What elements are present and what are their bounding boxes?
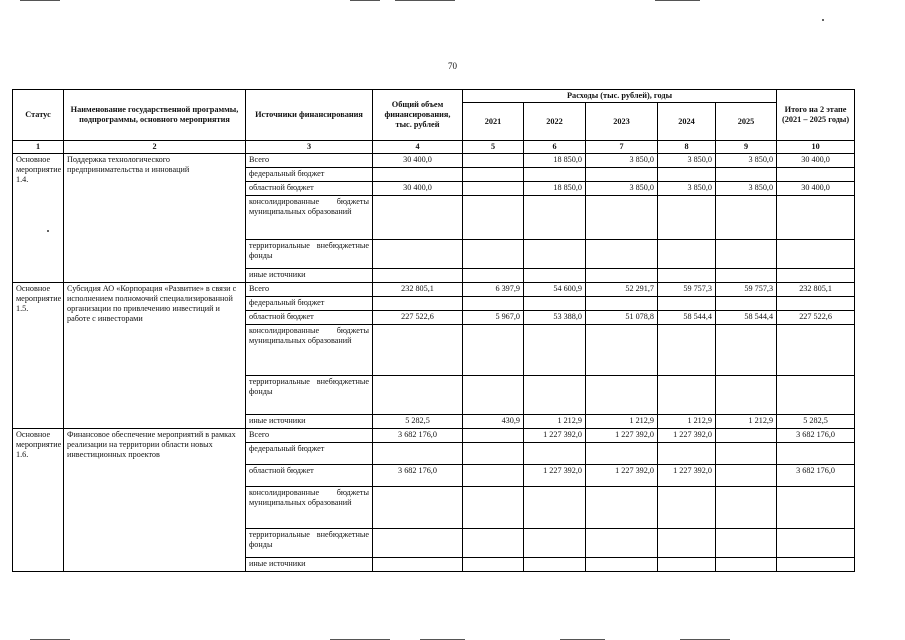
row-value-y2025: [716, 240, 777, 269]
header-total: Общий объем финансирования, тыс. рублей: [373, 90, 463, 141]
row-value-y2023: [586, 297, 658, 311]
row-value-y2021: [463, 168, 524, 182]
row-value-total: [373, 558, 463, 572]
row-value-y2023: [586, 240, 658, 269]
row-value-y2021: [463, 240, 524, 269]
row-value-y2024: [658, 376, 716, 415]
row-value-y2022: [524, 269, 586, 283]
row-program-name: Субсидия АО «Корпорация «Развитие» в связи с исполнением полномочий специализированной организации по привлечению инвестиций и работе с инвесторами: [64, 283, 246, 429]
row-value-y2024: [658, 443, 716, 465]
row-value-y2024: [658, 558, 716, 572]
row-funding-source: территориальные внебюджетные фонды: [246, 376, 373, 415]
row-value-y2023: [586, 196, 658, 240]
row-funding-source: Всего: [246, 154, 373, 168]
row-value-y2022: 1 227 392,0: [524, 429, 586, 443]
table-row: [13, 283, 855, 297]
row-value-y2024: 1 212,9: [658, 415, 716, 429]
row-value-y2023: 1 227 392,0: [586, 429, 658, 443]
row-value-stage: 30 400,0: [777, 182, 855, 196]
row-value-y2021: [463, 465, 524, 487]
row-value-y2024: [658, 196, 716, 240]
row-value-y2024: 3 850,0: [658, 154, 716, 168]
row-value-y2025: 3 850,0: [716, 182, 777, 196]
budget-table: [12, 89, 855, 572]
row-program-name: Финансовое обеспечение мероприятий в рамках реализации на территории области новых инвестиционных проектов: [64, 429, 246, 572]
row-value-y2023: [586, 376, 658, 415]
row-value-y2024: [658, 325, 716, 376]
row-value-total: [373, 196, 463, 240]
row-value-total: [373, 529, 463, 558]
row-value-y2021: [463, 269, 524, 283]
row-value-y2024: [658, 297, 716, 311]
row-value-stage: [777, 269, 855, 283]
row-value-y2023: [586, 487, 658, 529]
row-value-y2025: [716, 376, 777, 415]
row-value-y2022: [524, 487, 586, 529]
row-value-stage: 5 282,5: [777, 415, 855, 429]
scan-artifact-line: [20, 0, 60, 1]
row-value-y2021: 430,9: [463, 415, 524, 429]
row-funding-source: консолидированные бюджеты муниципальных образований: [246, 325, 373, 376]
row-value-y2022: 18 850,0: [524, 154, 586, 168]
row-value-total: 3 682 176,0: [373, 465, 463, 487]
row-value-y2021: [463, 154, 524, 168]
row-value-total: [373, 297, 463, 311]
row-value-total: 30 400,0: [373, 154, 463, 168]
row-value-y2025: [716, 269, 777, 283]
table-row: [13, 429, 855, 443]
table-body: [13, 154, 855, 572]
table-row: [13, 154, 855, 168]
row-value-y2025: 59 757,3: [716, 283, 777, 297]
row-value-stage: [777, 487, 855, 529]
page-number: 70: [448, 61, 457, 71]
scan-artifact-line: [655, 0, 700, 1]
row-value-y2025: [716, 558, 777, 572]
row-value-stage: [777, 196, 855, 240]
row-status: Основное мероприятие 1.6.: [13, 429, 64, 572]
header-year: 2022: [524, 103, 586, 141]
row-value-y2022: 1 212,9: [524, 415, 586, 429]
row-value-y2023: [586, 168, 658, 182]
row-value-y2023: 52 291,7: [586, 283, 658, 297]
header-expenses: Расходы (тыс. рублей), годы: [463, 90, 777, 103]
row-value-y2021: [463, 297, 524, 311]
row-value-total: 3 682 176,0: [373, 429, 463, 443]
row-value-y2022: [524, 558, 586, 572]
row-value-y2024: 1 227 392,0: [658, 429, 716, 443]
row-value-y2025: [716, 443, 777, 465]
row-value-total: 232 805,1: [373, 283, 463, 297]
row-value-y2025: [716, 429, 777, 443]
row-status: Основное мероприятие 1.5.: [13, 283, 64, 429]
row-value-y2025: [716, 529, 777, 558]
row-value-total: 30 400,0: [373, 182, 463, 196]
row-value-y2024: 58 544,4: [658, 311, 716, 325]
row-value-y2021: [463, 529, 524, 558]
row-value-y2025: [716, 196, 777, 240]
row-value-y2024: [658, 487, 716, 529]
header-stage-total: Итого на 2 этапе (2021 – 2025 годы): [777, 90, 855, 141]
column-number: 1: [13, 141, 64, 154]
scan-artifact-dot: [822, 19, 824, 21]
column-number: 4: [373, 141, 463, 154]
row-value-y2023: [586, 325, 658, 376]
row-value-total: [373, 376, 463, 415]
row-value-y2024: [658, 269, 716, 283]
row-value-y2021: [463, 196, 524, 240]
column-number-row: [13, 141, 855, 154]
row-value-y2021: [463, 429, 524, 443]
row-status: Основное мероприятие 1.4.: [13, 154, 64, 283]
row-funding-source: федеральный бюджет: [246, 168, 373, 182]
row-value-y2021: [463, 182, 524, 196]
row-value-stage: 30 400,0: [777, 154, 855, 168]
header-sources: Источники финансирования: [246, 90, 373, 141]
row-value-stage: [777, 168, 855, 182]
row-value-y2024: 3 850,0: [658, 182, 716, 196]
row-value-total: [373, 240, 463, 269]
row-value-y2023: 3 850,0: [586, 182, 658, 196]
row-value-y2025: [716, 297, 777, 311]
row-value-y2025: [716, 168, 777, 182]
row-value-y2021: 6 397,9: [463, 283, 524, 297]
scan-artifact-line: [350, 0, 380, 1]
row-funding-source: Всего: [246, 283, 373, 297]
row-value-y2024: [658, 529, 716, 558]
row-value-y2025: 3 850,0: [716, 154, 777, 168]
row-value-y2023: 3 850,0: [586, 154, 658, 168]
header-year: 2025: [716, 103, 777, 141]
row-value-stage: 3 682 176,0: [777, 429, 855, 443]
row-value-y2022: 1 227 392,0: [524, 465, 586, 487]
column-number: 3: [246, 141, 373, 154]
row-value-y2025: [716, 325, 777, 376]
row-value-y2022: [524, 297, 586, 311]
column-number: 9: [716, 141, 777, 154]
row-value-y2022: [524, 168, 586, 182]
row-value-y2021: [463, 443, 524, 465]
row-value-y2021: [463, 376, 524, 415]
scan-artifact-line: [395, 0, 455, 1]
row-value-stage: [777, 443, 855, 465]
row-value-y2022: [524, 529, 586, 558]
row-funding-source: консолидированные бюджеты муниципальных образований: [246, 487, 373, 529]
row-value-y2022: [524, 240, 586, 269]
row-value-y2021: [463, 487, 524, 529]
header-year: 2024: [658, 103, 716, 141]
row-value-stage: [777, 558, 855, 572]
row-value-y2022: 54 600,9: [524, 283, 586, 297]
row-value-y2024: [658, 168, 716, 182]
row-value-y2022: [524, 196, 586, 240]
row-value-total: 5 282,5: [373, 415, 463, 429]
row-funding-source: территориальные внебюджетные фонды: [246, 529, 373, 558]
row-value-y2025: [716, 465, 777, 487]
row-value-y2024: 1 227 392,0: [658, 465, 716, 487]
row-value-y2023: [586, 529, 658, 558]
column-number: 8: [658, 141, 716, 154]
row-value-y2023: 1 227 392,0: [586, 465, 658, 487]
row-value-y2023: 51 078,8: [586, 311, 658, 325]
row-funding-source: областной бюджет: [246, 311, 373, 325]
row-value-stage: [777, 376, 855, 415]
row-value-y2022: 18 850,0: [524, 182, 586, 196]
row-value-total: [373, 269, 463, 283]
column-number: 10: [777, 141, 855, 154]
row-funding-source: иные источники: [246, 558, 373, 572]
row-value-y2025: 58 544,4: [716, 311, 777, 325]
column-number: 7: [586, 141, 658, 154]
row-funding-source: консолидированные бюджеты муниципальных образований: [246, 196, 373, 240]
column-number: 2: [64, 141, 246, 154]
row-value-y2023: [586, 269, 658, 283]
row-value-stage: [777, 297, 855, 311]
row-value-total: [373, 325, 463, 376]
row-value-stage: 227 522,6: [777, 311, 855, 325]
row-value-y2024: [658, 240, 716, 269]
row-funding-source: иные источники: [246, 415, 373, 429]
header-status: Статус: [13, 90, 64, 141]
column-number: 6: [524, 141, 586, 154]
row-value-total: [373, 443, 463, 465]
row-value-total: [373, 487, 463, 529]
row-funding-source: иные источники: [246, 269, 373, 283]
row-value-stage: [777, 325, 855, 376]
row-value-y2021: [463, 325, 524, 376]
row-funding-source: областной бюджет: [246, 182, 373, 196]
row-value-stage: 232 805,1: [777, 283, 855, 297]
row-funding-source: территориальные внебюджетные фонды: [246, 240, 373, 269]
row-value-y2022: 53 388,0: [524, 311, 586, 325]
row-value-y2025: 1 212,9: [716, 415, 777, 429]
row-value-total: 227 522,6: [373, 311, 463, 325]
row-funding-source: федеральный бюджет: [246, 297, 373, 311]
row-value-y2021: 5 967,0: [463, 311, 524, 325]
row-value-y2023: [586, 443, 658, 465]
row-value-y2022: [524, 325, 586, 376]
row-value-y2023: 1 212,9: [586, 415, 658, 429]
row-value-y2024: 59 757,3: [658, 283, 716, 297]
row-funding-source: Всего: [246, 429, 373, 443]
row-value-total: [373, 168, 463, 182]
row-funding-source: федеральный бюджет: [246, 443, 373, 465]
row-funding-source: областной бюджет: [246, 465, 373, 487]
row-value-y2025: [716, 487, 777, 529]
column-number: 5: [463, 141, 524, 154]
row-program-name: Поддержка технологического предпринимательства и инноваций: [64, 154, 246, 283]
row-value-y2021: [463, 558, 524, 572]
header-name: Наименование государственной программы, подпрограммы, основного мероприятия: [64, 90, 246, 141]
header-year: 2021: [463, 103, 524, 141]
row-value-stage: [777, 240, 855, 269]
row-value-y2023: [586, 558, 658, 572]
row-value-stage: 3 682 176,0: [777, 465, 855, 487]
row-value-y2022: [524, 443, 586, 465]
row-value-y2022: [524, 376, 586, 415]
row-value-stage: [777, 529, 855, 558]
header-year: 2023: [586, 103, 658, 141]
